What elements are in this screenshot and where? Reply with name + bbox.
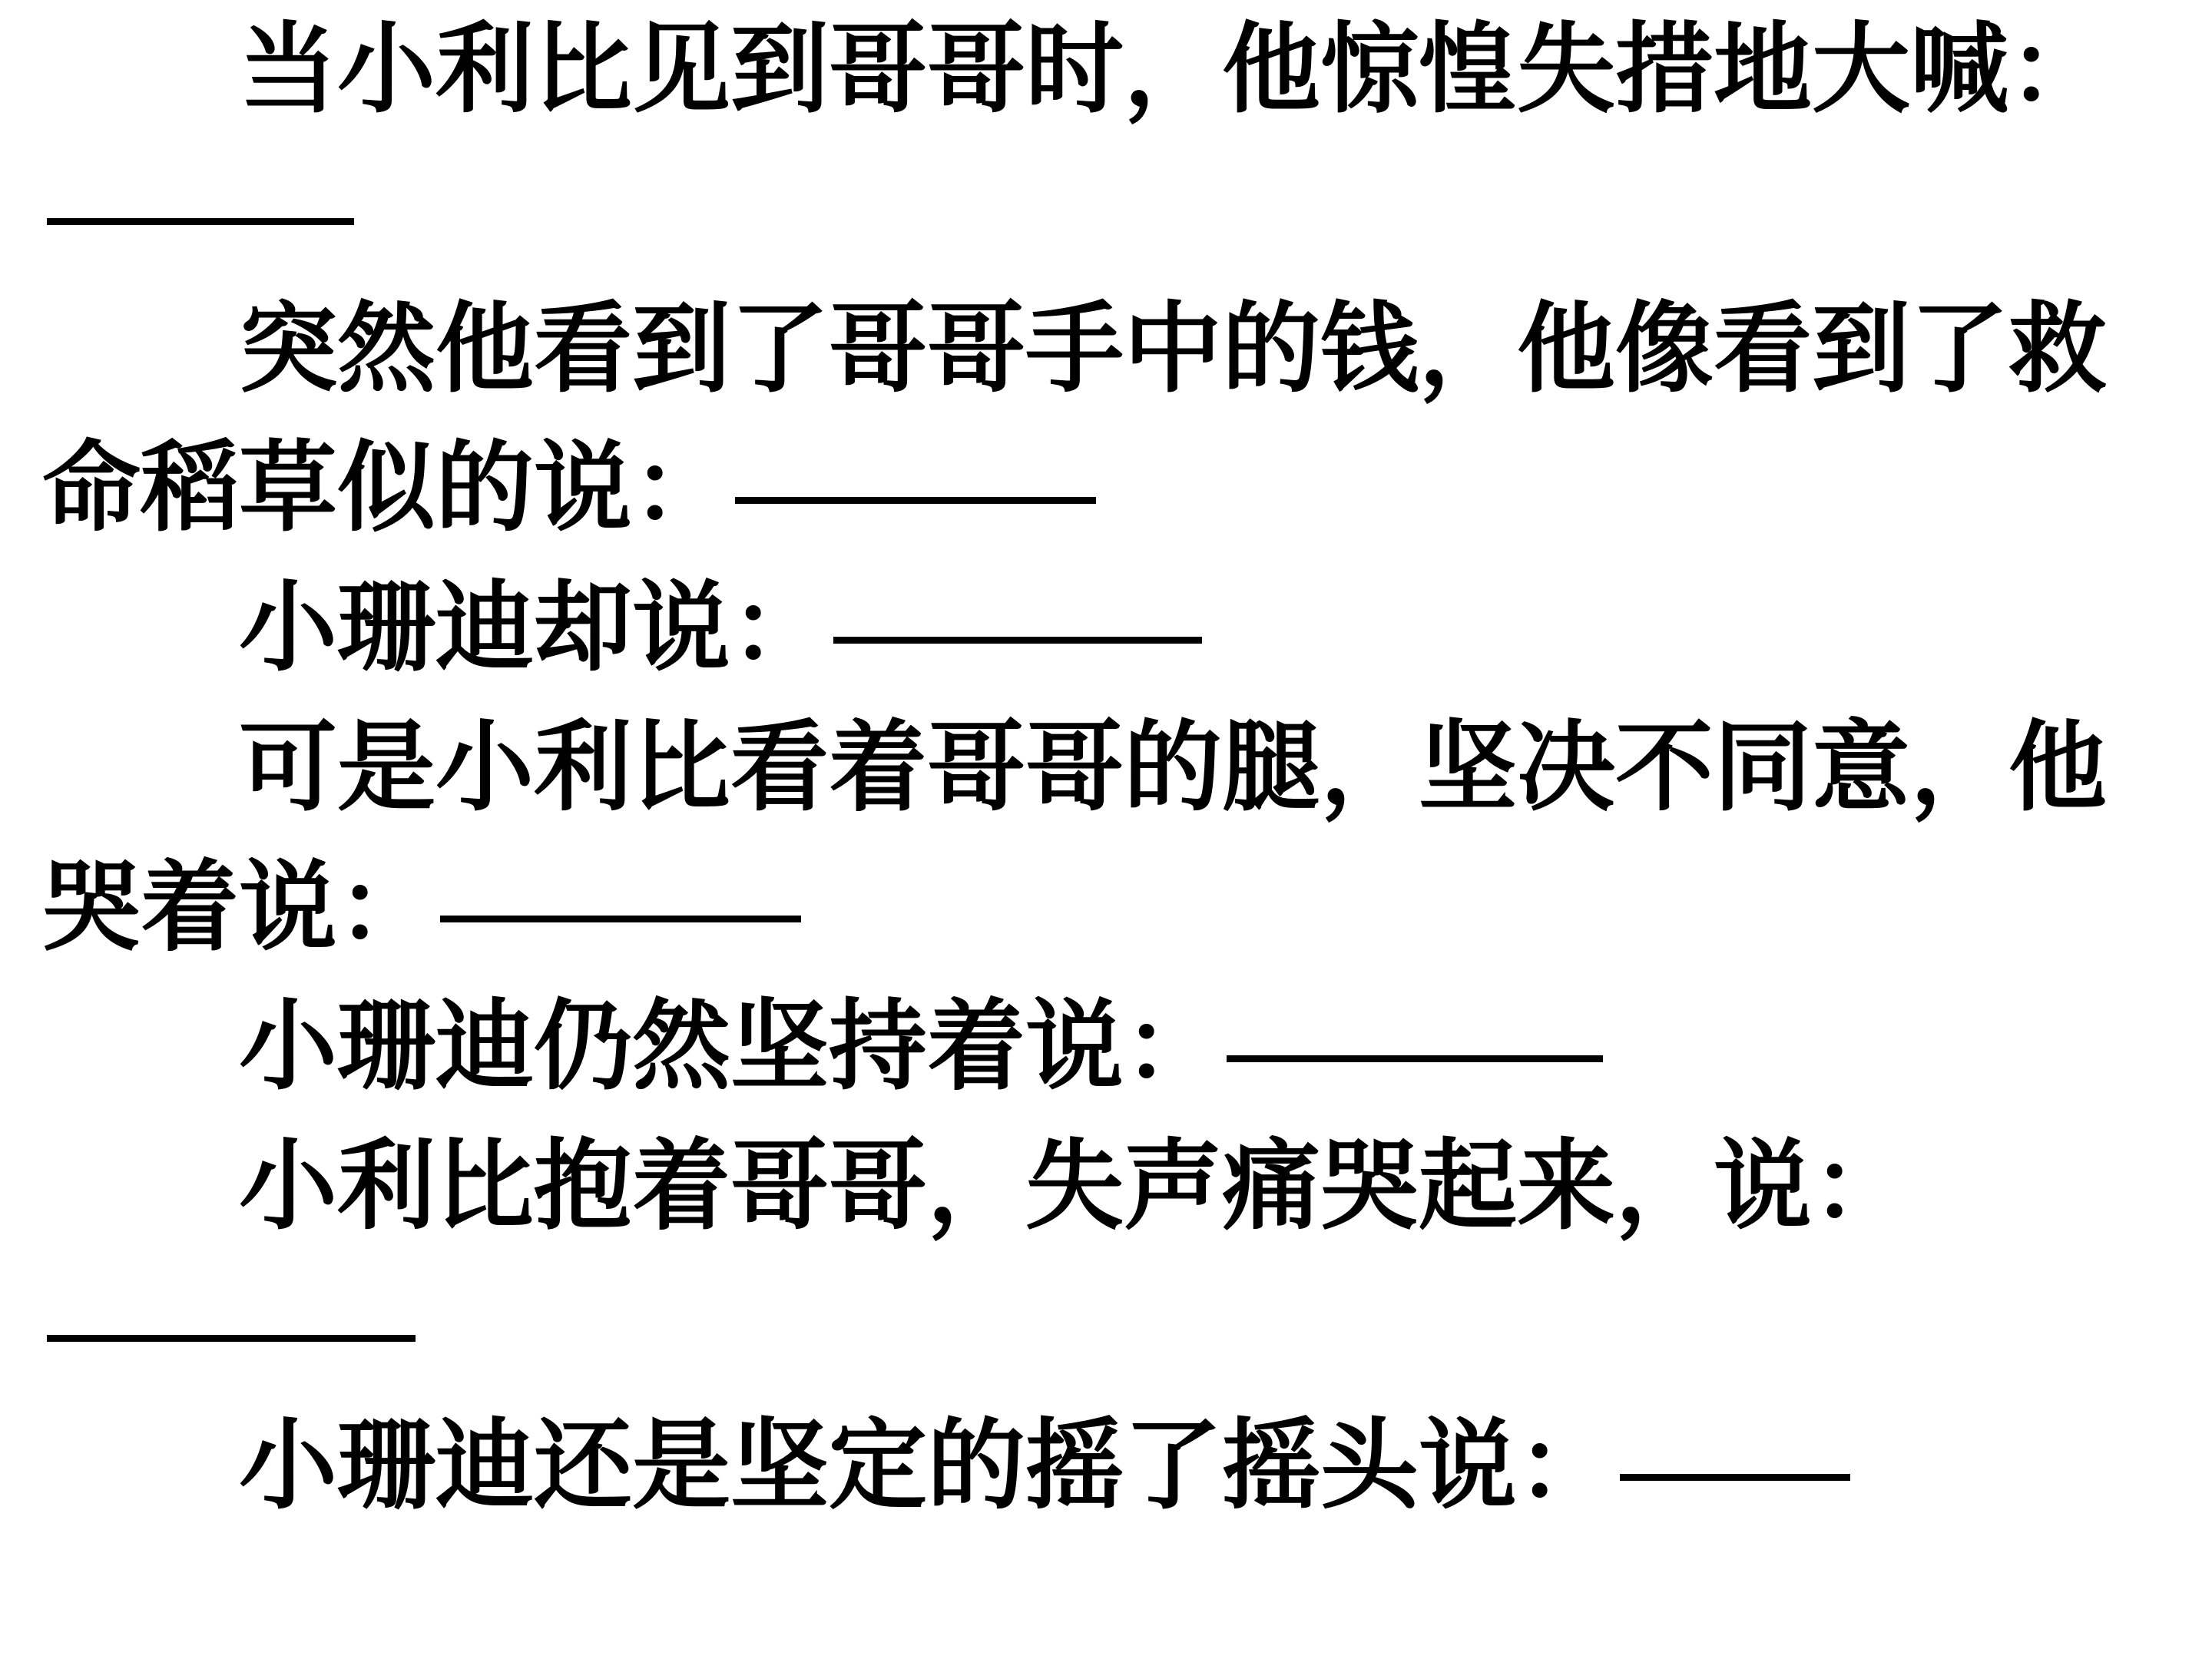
paragraph-4-text: 可是小利比看着哥哥的腿，坚决不同意，他哭着说： bbox=[42, 710, 2108, 965]
paragraph-6 bbox=[42, 1117, 2181, 1396]
fill-in-blank-2[interactable] bbox=[735, 436, 1096, 504]
fill-in-blank-7[interactable] bbox=[1620, 1413, 1850, 1481]
paragraph-1 bbox=[42, 0, 2181, 280]
paragraph-1-text: 当小利比见到哥哥时，他惊惶失措地大喊： bbox=[239, 12, 2108, 127]
paragraph-5-text: 小珊迪仍然坚持着说： bbox=[239, 989, 1223, 1104]
paragraph-7-text: 小珊迪还是坚定的摇了摇头说： bbox=[239, 1408, 1616, 1523]
paragraph-6-text: 小利比抱着哥哥，失声痛哭起来，说： bbox=[239, 1129, 1911, 1243]
fill-in-blank-4[interactable] bbox=[440, 855, 801, 922]
paragraph-4 bbox=[42, 698, 2181, 978]
fill-in-blank-3[interactable] bbox=[833, 576, 1202, 644]
paragraph-3 bbox=[42, 558, 2181, 698]
fill-in-blank-6[interactable] bbox=[47, 1273, 416, 1341]
paragraph-5 bbox=[42, 977, 2181, 1117]
fill-in-blank-5[interactable] bbox=[1227, 995, 1603, 1062]
paragraph-2-text: 突然他看到了哥哥手中的钱，他像看到了救命稻草似的说： bbox=[42, 291, 2108, 546]
fill-in-blank-1[interactable] bbox=[47, 157, 354, 224]
paragraph-2 bbox=[42, 280, 2181, 559]
paragraph-7 bbox=[42, 1396, 2181, 1536]
paragraph-3-text: 小珊迪却说： bbox=[239, 571, 830, 685]
